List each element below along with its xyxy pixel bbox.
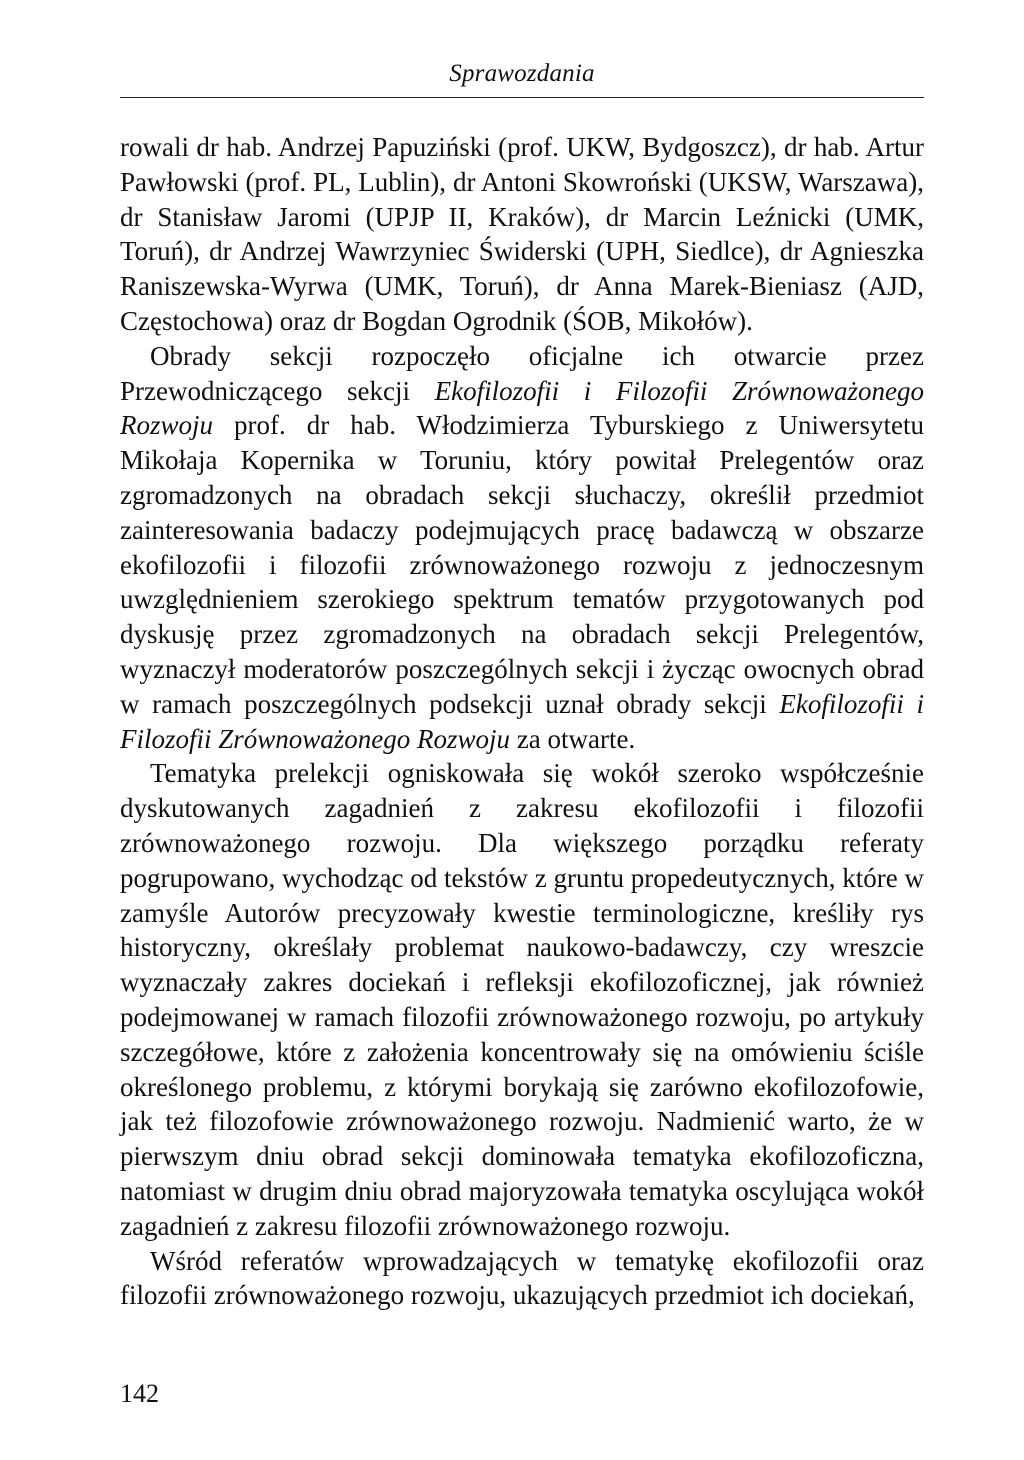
running-head: Sprawozdania bbox=[449, 60, 595, 87]
body-text bbox=[120, 130, 924, 1313]
text-segment: Tematyka prelekcji ogniskowała się wokół szeroko współcześnie dyskutowanych zagadnień z zakresu ekofilozofii i filozofii zrównoważonego rozwoju. Dla większego porządku referaty pogrupowano, wychodząc od tekstów z gruntu propedeutycznych, które w zamyśle Autorów precyzowały kwestie terminologiczne, kreśliły rys historyczny, określały problemat naukowo-badawczy, czy wreszcie wyznaczały zakres dociekań i refleksji ekofilozoficznej, jak również podejmowanej w ramach filozofii zrównoważonego rozwoju, po artykuły szczegółowe, które z założenia koncentrowały się na omówieniu ściśle określonego problemu, z którymi borykają się zarówno ekofilozofowie, jak też filozofowie zrównoważonego rozwoju. Nadmienić warto, że w pierwszym dniu obrad sekcji dominowała tematyka ekofilozoficzna, natomiast w drugim dniu obrad majoryzowała tematyka oscylująca wokół zagadnień z zakresu filozofii zrównoważonego rozwoju. bbox=[120, 758, 924, 1241]
page-number: 142 bbox=[120, 1379, 159, 1408]
paragraph-introductory-papers bbox=[120, 1244, 924, 1314]
section-name-italic: Ekofilozofii i Filozofii Zrównoważonego Rozwoju bbox=[120, 375, 924, 441]
paragraph-continuation bbox=[120, 130, 924, 339]
text-segment: rowali dr hab. Andrzej Papuziński (prof. UKW, Bydgoszcz), dr hab. Artur Pawłowski (prof. PL, Lublin), dr Antoni Skowroński (UKSW, Warszawa), dr Stanisław Jaromi (UPJP II, Kraków), dr Marcin Leźnicki (UMK, Toruń), dr Andrzej Wawrzyniec Świderski (UPH, Siedlce), dr Agnieszka Raniszewska-Wyrwa (UMK, Toruń), dr Anna Marek-Bieniasz (AJD, Częstochowa) oraz dr Bogdan Ogrodnik (ŚOB, Mikołów). bbox=[120, 132, 924, 336]
text-segment: Obrady sekcji rozpoczęło oficjalne ich otwarcie przez Przewodniczącego sekcji bbox=[120, 340, 924, 406]
text-segment: prof. dr hab. Włodzimierza Tyburskiego z Uniwersytetu Mikołaja Kopernika w Toruniu, który powitał Prelegentów oraz zgromadzonych na obradach sekcji słuchaczy, określił przedmiot zainteresowania badaczy podejmujących pracę badawczą w obszarze ekofilozofii i filozofii zrównoważonego rozwoju z jednoczesnym uwzględnieniem szerokiego spektrum tematów przygotowanych pod dyskusję przez zgromadzonych na obradach sekcji Prelegentów, wyznaczył moderatorów poszczególnych sekcji i życząc owocnych obrad w ramach poszczególnych podsekcji uznał obrady sekcji bbox=[120, 410, 924, 719]
header-rule bbox=[120, 97, 924, 98]
text-segment: za otwarte. bbox=[510, 723, 636, 754]
section-name-italic: Ekofilozofii i Filozofii Zrównoważonego Rozwoju bbox=[120, 688, 924, 754]
text-segment: Wśród referatów wprowadzających w tematykę ekofilozofii oraz filozofii zrównoważonego rozwoju, ukazujących przedmiot ich dociekań, bbox=[120, 1245, 924, 1311]
paragraph-topics bbox=[120, 756, 924, 1243]
paragraph-opening-of-session bbox=[120, 339, 924, 757]
